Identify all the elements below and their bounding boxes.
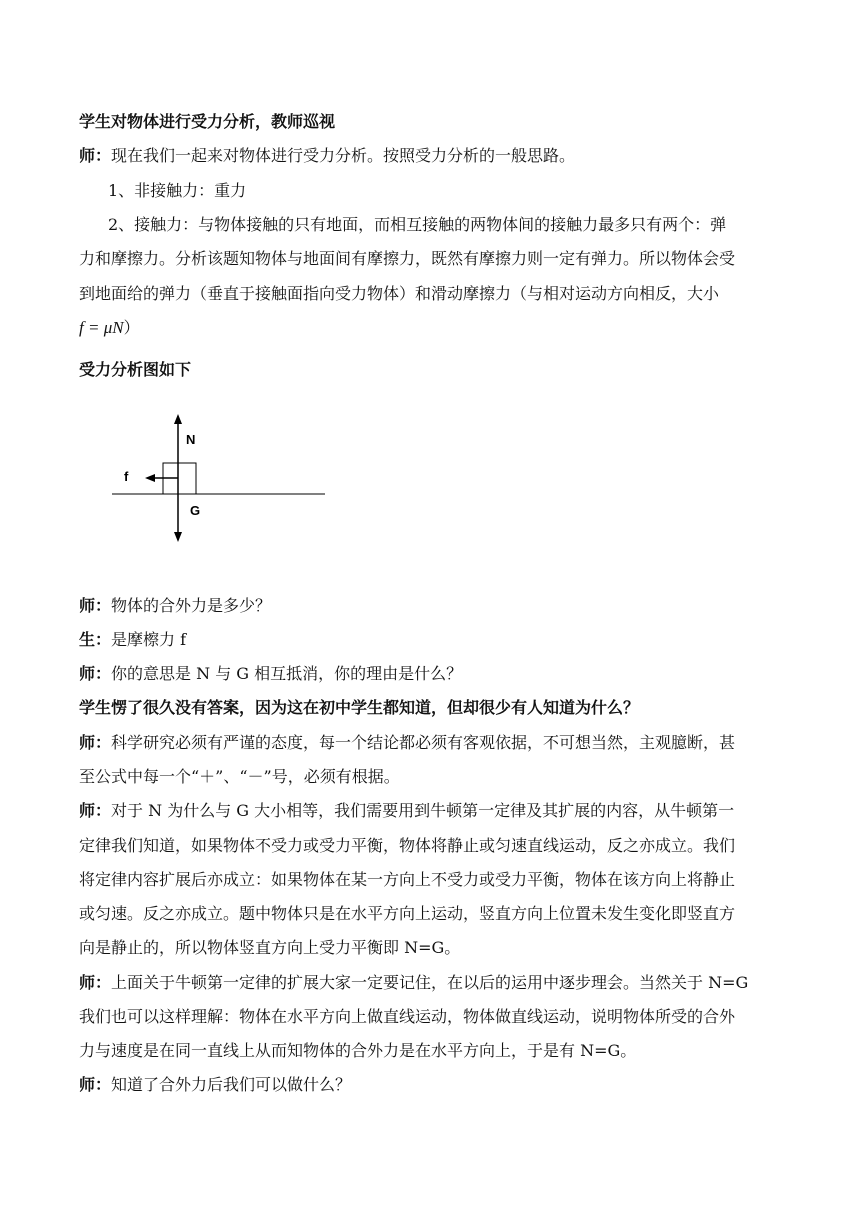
dialogue-teacher-7 <box>79 1075 789 1095</box>
speaker-label: 师： <box>79 664 112 683</box>
dialogue-teacher-5-line2: 定律我们知道，如果物体不受力或受力平衡，物体将静止或匀速直线运动，反之亦成立。我们 <box>79 836 736 855</box>
speaker-label: 师： <box>79 973 112 992</box>
speaker-label: 师： <box>79 146 112 165</box>
list-item-noncontact: 1、非接触力：重力 <box>108 181 247 200</box>
speaker-label: 师： <box>79 733 112 752</box>
arrow-left-friction <box>145 474 155 482</box>
speaker-label: 师： <box>79 596 112 615</box>
dialogue-teacher-5-line1 <box>79 801 789 821</box>
label-n: N <box>186 432 196 447</box>
dialogue-teacher-4-line2: 至公式中每一个“＋”、“－”号，必须有根据。 <box>79 767 400 786</box>
list-item-contact-line2: 力和摩擦力。分析该题知物体与地面间有摩擦力，既然有摩擦力则一定有弹力。所以物体会受 <box>79 249 736 268</box>
dialogue-text: 物体的合外力是多少？ <box>111 596 272 615</box>
heading-diagram: 受力分析图如下 <box>79 360 192 379</box>
friction-formula: f = μN <box>79 318 124 337</box>
dialogue-student-1 <box>79 630 789 650</box>
dialogue-text: 上面关于牛顿第一定律的扩展大家一定要记住，在以后的运用中逐步理会。当然关于 N=G <box>111 973 749 992</box>
dialogue-text: 知道了合外力后我们可以做什么？ <box>111 1075 352 1094</box>
dialogue-text: 是摩檫力 f <box>111 630 187 649</box>
arrow-down-gravity <box>174 532 182 542</box>
speaker-label: 师： <box>79 1075 112 1094</box>
dialogue-teacher-6-line1 <box>79 973 789 993</box>
dialogue-text: 科学研究必须有严谨的态度，每一个结论都必须有客观依据，不可想当然，主观臆断，甚 <box>111 733 736 752</box>
list-item-contact-line1: 2、接触力：与物体接触的只有地面，而相互接触的两物体间的接触力最多只有两个：弹 <box>108 215 727 234</box>
dialogue-text: 对于 N 为什么与 G 大小相等，我们需要用到牛顿第一定律及其扩展的内容，从牛顿第一 <box>111 801 735 820</box>
dialogue-text: 现在我们一起来对物体进行受力分析。按照受力分析的一般思路。 <box>111 146 576 165</box>
dialogue-teacher-4-line1 <box>79 733 789 753</box>
arrow-up-normal-force <box>174 414 182 424</box>
speaker-label: 生： <box>79 630 112 649</box>
dialogue-teacher-6-line3: 力与速度是在同一直线上从而知物体的合外力是在水平方向上，于是有 N=G。 <box>79 1041 637 1060</box>
dialogue-teacher-1 <box>79 146 789 166</box>
dialogue-teacher-5-line5: 向是静止的，所以物体竖直方向上受力平衡即 N=G。 <box>79 938 461 957</box>
dialogue-text: 你的意思是 N 与 G 相互抵消，你的理由是什么？ <box>111 664 463 683</box>
list-item-contact-line4 <box>79 318 789 338</box>
label-g: G <box>190 503 201 518</box>
speaker-label: 师： <box>79 801 112 820</box>
dialogue-teacher-5-line4: 或匀速。反之亦成立。题中物体只是在水平方向上运动，竖直方向上位置未发生变化即竖直方 <box>79 904 736 923</box>
list-item-contact-line3: 到地面给的弹力（垂直于接触面指向受力物体）和滑动摩擦力（与相对运动方向相反，大小 <box>79 284 720 303</box>
force-diagram <box>100 408 340 558</box>
dialogue-teacher-2 <box>79 596 789 616</box>
label-f: f <box>124 469 129 484</box>
dialogue-teacher-3 <box>79 664 789 684</box>
formula-close-paren: ） <box>123 318 140 337</box>
heading-student-confused: 学生愣了很久没有答案，因为这在初中学生都知道，但却很少有人知道为什么？ <box>79 698 640 717</box>
dialogue-teacher-6-line2: 我们也可以这样理解：物体在水平方向上做直线运动，物体做直线运动，说明物体所受的合外 <box>79 1007 736 1026</box>
dialogue-teacher-5-line3: 将定律内容扩展后亦成立：如果物体在某一方向上不受力或受力平衡，物体在该方向上将静止 <box>79 870 736 889</box>
heading-student-analysis: 学生对物体进行受力分析，教师巡视 <box>79 112 336 131</box>
